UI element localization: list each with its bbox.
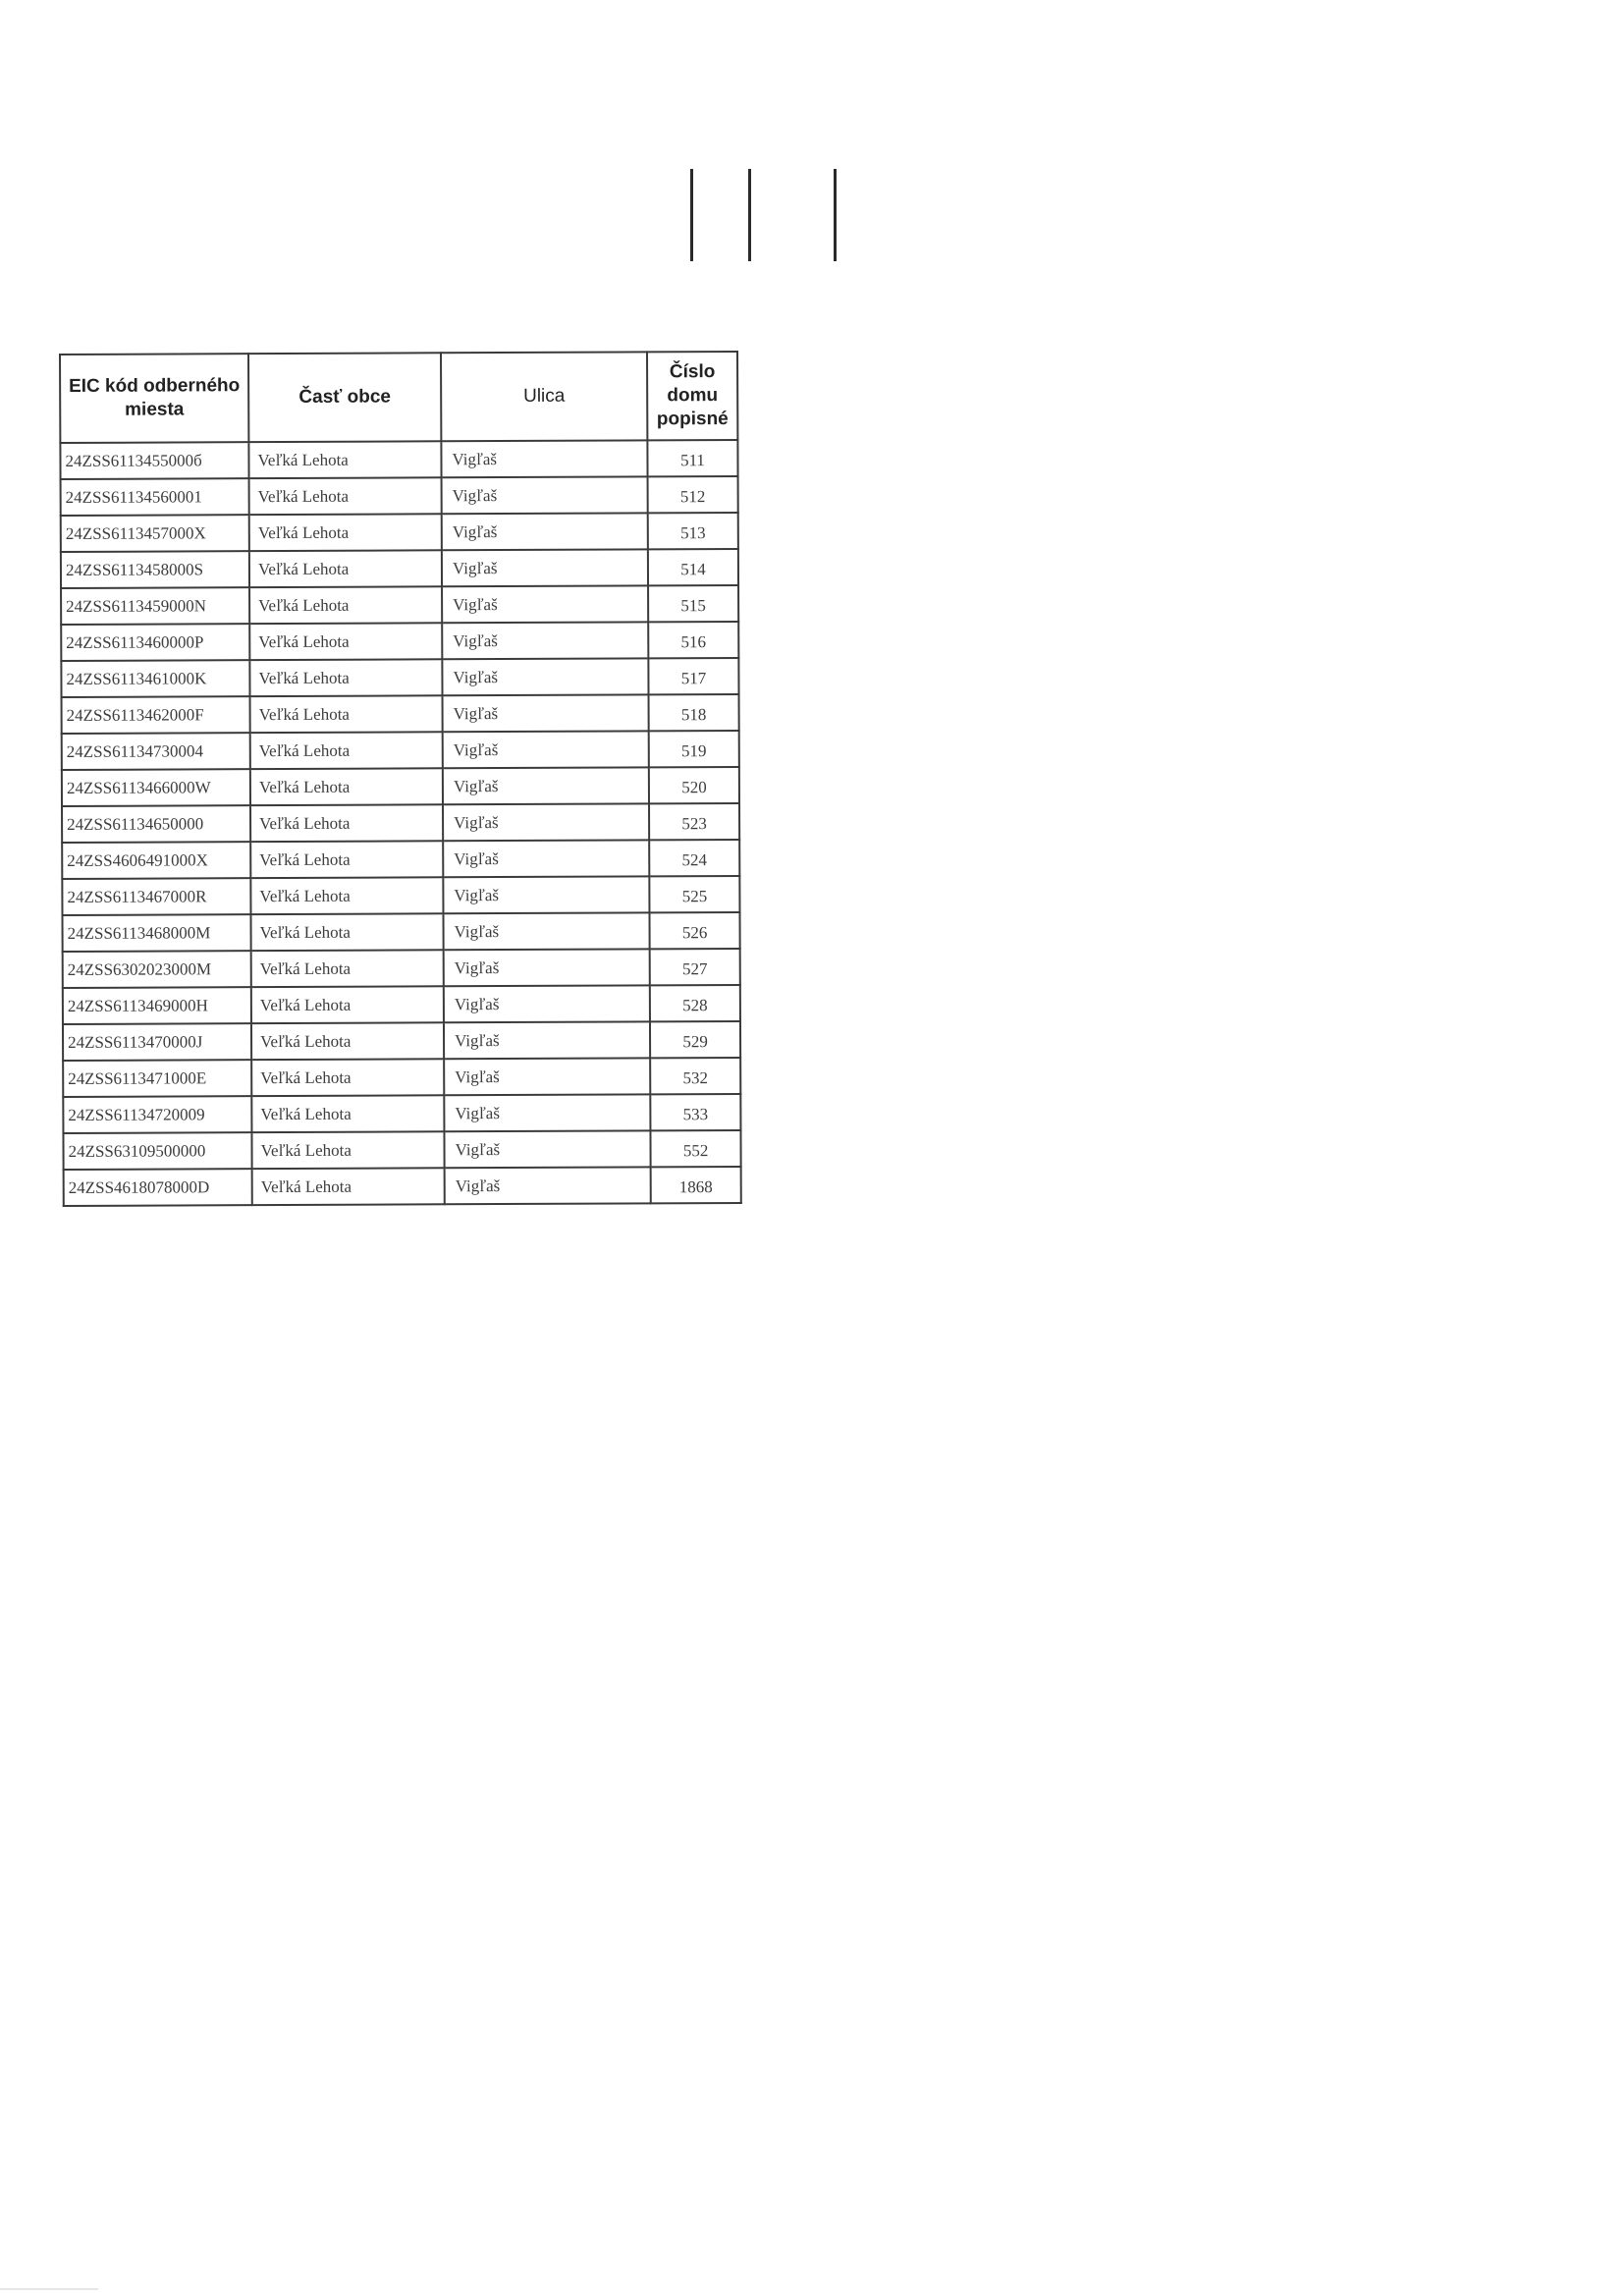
eic-cell: 24ZSS6113466000W [62, 769, 250, 806]
table-row [63, 1130, 740, 1170]
table-row [63, 1058, 740, 1097]
num-cell: 512 [648, 476, 738, 513]
part-cell: Veľká Lehota [251, 1022, 444, 1060]
num-cell: 526 [649, 912, 739, 949]
eic-cell: 24ZSS61134720009 [63, 1096, 251, 1133]
table-row [61, 658, 738, 697]
num-cell: 518 [649, 694, 739, 731]
table-row [63, 1021, 740, 1061]
num-cell: 514 [648, 549, 738, 585]
street-cell: Vigľaš [444, 949, 650, 986]
street-cell: Vigľaš [443, 694, 649, 732]
table-row [61, 476, 738, 516]
table-row [61, 622, 738, 661]
num-cell: 533 [650, 1094, 740, 1130]
eic-cell: 24ZSS6113460000P [61, 624, 249, 661]
street-cell: Vigľaš [444, 985, 650, 1022]
part-cell: Veľká Lehota [250, 913, 443, 951]
eic-cell: 24ZSS6302023000M [63, 951, 251, 988]
table-header [60, 352, 737, 443]
num-cell: 519 [649, 731, 739, 767]
num-cell: 529 [650, 1021, 740, 1058]
part-cell: Veľká Lehota [250, 768, 443, 805]
part-cell: Veľká Lehota [249, 550, 442, 587]
table-row [62, 840, 739, 879]
eic-cell: 24ZSS61134560001 [61, 478, 249, 516]
part-cell: Veľká Lehota [250, 877, 443, 914]
eic-cell: 24ZSS6113467000R [62, 878, 250, 915]
eic-cell: 24ZSS6113461000K [61, 660, 249, 697]
table-row [62, 912, 739, 952]
street-cell: Vigľaš [442, 658, 648, 695]
eic-cell: 24ZSS4606491000X [62, 842, 250, 879]
part-cell: Veľká Lehota [249, 514, 442, 551]
part-cell: Veľká Lehota [250, 732, 443, 769]
eic-cell: 24ZSS61134730004 [62, 733, 250, 770]
header-row [60, 352, 737, 443]
part-cell: Veľká Lehota [249, 477, 442, 515]
eic-cell: 24ZSS6113462000F [62, 696, 250, 734]
num-cell: 513 [648, 513, 738, 549]
table-body [60, 440, 740, 1206]
vertical-mark-1 [690, 169, 693, 261]
eic-cell: 24ZSS4618078000D [64, 1169, 252, 1206]
eic-table [59, 351, 742, 1207]
street-cell: Vigľaš [442, 549, 648, 586]
num-cell: 527 [650, 949, 740, 985]
header-street: Ulica [441, 352, 647, 441]
table-row [62, 803, 739, 843]
eic-table-container [59, 351, 742, 1207]
num-cell: 511 [647, 440, 737, 476]
num-cell: 528 [650, 985, 740, 1021]
vertical-mark-2 [748, 169, 751, 261]
num-cell: 524 [649, 840, 739, 876]
street-cell: Vigľaš [442, 476, 648, 514]
part-cell: Veľká Lehota [248, 441, 441, 478]
street-cell: Vigľaš [444, 1130, 650, 1168]
part-cell: Veľká Lehota [250, 695, 443, 733]
eic-cell: 24ZSS63109500000 [63, 1132, 251, 1170]
eic-cell: 24ZSS6113471000E [63, 1060, 251, 1097]
street-cell: Vigľaš [441, 440, 647, 477]
street-cell: Vigľaš [442, 513, 648, 550]
num-cell: 552 [650, 1130, 740, 1167]
num-cell: 525 [649, 876, 739, 912]
street-cell: Vigľaš [443, 876, 649, 913]
table-row [62, 694, 739, 734]
street-cell: Vigľaš [444, 1058, 650, 1095]
scan-edge-line [0, 2288, 98, 2290]
street-cell: Vigľaš [443, 767, 649, 804]
street-cell: Vigľaš [445, 1167, 651, 1204]
num-cell: 532 [650, 1058, 740, 1094]
table-row [62, 876, 739, 915]
eic-cell: 24ZSS6113469000H [63, 987, 251, 1024]
table-row [64, 1167, 741, 1206]
num-cell: 516 [648, 622, 738, 658]
part-cell: Veľká Lehota [249, 659, 442, 696]
header-eic: EIC kód odberného miesta [60, 354, 248, 443]
part-cell: Veľká Lehota [250, 841, 443, 878]
part-cell: Veľká Lehota [252, 1168, 445, 1205]
num-cell: 517 [648, 658, 738, 694]
part-cell: Veľká Lehota [250, 804, 443, 842]
street-cell: Vigľaš [442, 622, 648, 659]
table-row [62, 767, 739, 806]
table-row [61, 585, 738, 625]
part-cell: Veľká Lehota [251, 950, 444, 987]
eic-cell: 24ZSS6113458000S [61, 551, 249, 588]
eic-cell: 24ZSS6113455000б [60, 442, 248, 479]
street-cell: Vigľaš [444, 1021, 650, 1059]
eic-cell: 24ZSS6113457000X [61, 515, 249, 552]
table-row [63, 985, 740, 1024]
part-cell: Veľká Lehota [249, 623, 442, 660]
header-part: Časť obce [248, 353, 441, 442]
num-cell: 520 [649, 767, 739, 803]
vertical-mark-3 [834, 169, 837, 261]
street-cell: Vigľaš [443, 840, 649, 877]
eic-cell: 24ZSS6113459000N [61, 587, 249, 625]
street-cell: Vigľaš [443, 731, 649, 768]
table-row [60, 440, 737, 479]
street-cell: Vigľaš [442, 585, 648, 623]
num-cell: 523 [649, 803, 739, 840]
part-cell: Veľká Lehota [249, 586, 442, 624]
street-cell: Vigľaš [444, 1094, 650, 1131]
eic-cell: 24ZSS6113470000J [63, 1023, 251, 1061]
part-cell: Veľká Lehota [251, 1059, 444, 1096]
num-cell: 1868 [651, 1167, 741, 1203]
street-cell: Vigľaš [443, 803, 649, 841]
table-row [61, 549, 738, 588]
street-cell: Vigľaš [443, 912, 649, 950]
table-row [63, 949, 740, 988]
table-row [63, 1094, 740, 1133]
num-cell: 515 [648, 585, 738, 622]
table-row [62, 731, 739, 770]
part-cell: Veľká Lehota [251, 986, 444, 1023]
eic-cell: 24ZSS6113468000M [62, 914, 250, 952]
part-cell: Veľká Lehota [251, 1095, 444, 1132]
eic-cell: 24ZSS61134650000 [62, 805, 250, 843]
part-cell: Veľká Lehota [251, 1131, 444, 1169]
header-number: Číslo domu popisné [647, 352, 737, 440]
table-row [61, 513, 738, 552]
